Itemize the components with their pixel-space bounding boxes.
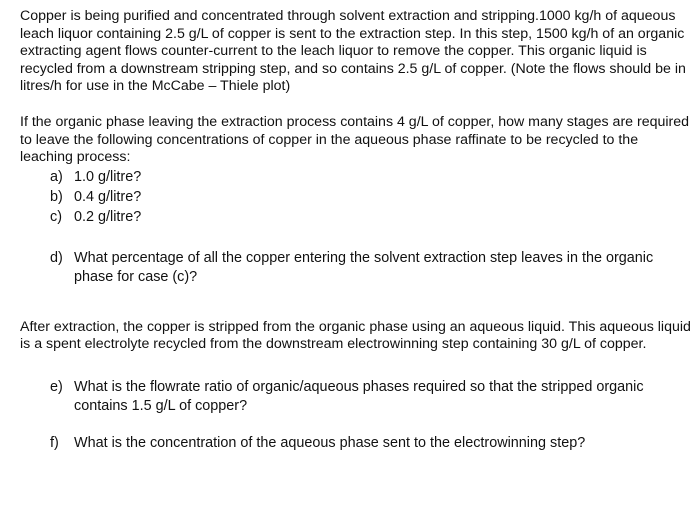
stage-question-list bbox=[50, 167, 692, 227]
question-e bbox=[50, 378, 692, 416]
question-label: c) bbox=[50, 208, 62, 225]
question-f bbox=[50, 434, 692, 453]
question-text: What is the concentration of the aqueous phase sent to the electrowinning step? bbox=[74, 434, 586, 451]
stripping-paragraph: After extraction, the copper is stripped from the organic phase using an aqueous liquid. This aqueous liquid is a spent electrolyte recycled from the downstream electrowinning step containing 30 g/L of copper. bbox=[20, 318, 691, 353]
question-text: What is the flowrate ratio of organic/aqueous phases required so that the stripped organic contains 1.5 g/L of copper? bbox=[74, 378, 644, 414]
question-a bbox=[50, 167, 692, 187]
question-label: a) bbox=[50, 168, 63, 185]
question-label: f) bbox=[50, 434, 59, 451]
intro-paragraph: Copper is being purified and concentrated through solvent extraction and stripping.1000 kg/h of aqueous leach liquor containing 2.5 g/L of copper is sent to the extraction step. In this step, 1500 kg/h of an organic extracting agent flows counter-current to the leach liquor to remove the copper. This organic liquid is recycled from a downstream stripping step, and so contains 2.5 g/L of copper. (Note the flows should be in litres/h for use in the McCabe – Thiele plot) bbox=[20, 8, 686, 95]
stages-question-intro: If the organic phase leaving the extraction process contains 4 g/L of copper, how many stages are required to leave the following concentrations of copper in the aqueous phase raffinate to be recycled to the leaching process: bbox=[20, 113, 690, 166]
question-c bbox=[50, 207, 692, 227]
question-text: What percentage of all the copper entering the solvent extraction step leaves in the organic phase for case (c)? bbox=[74, 249, 654, 285]
question-d bbox=[50, 249, 692, 287]
question-label: b) bbox=[50, 188, 63, 205]
question-label: d) bbox=[50, 249, 63, 266]
question-text: 0.2 g/litre? bbox=[74, 208, 142, 225]
problem-document bbox=[20, 8, 692, 453]
question-label: e) bbox=[50, 378, 63, 395]
question-text: 1.0 g/litre? bbox=[74, 168, 142, 185]
question-text: 0.4 g/litre? bbox=[74, 188, 142, 205]
question-b bbox=[50, 187, 692, 207]
